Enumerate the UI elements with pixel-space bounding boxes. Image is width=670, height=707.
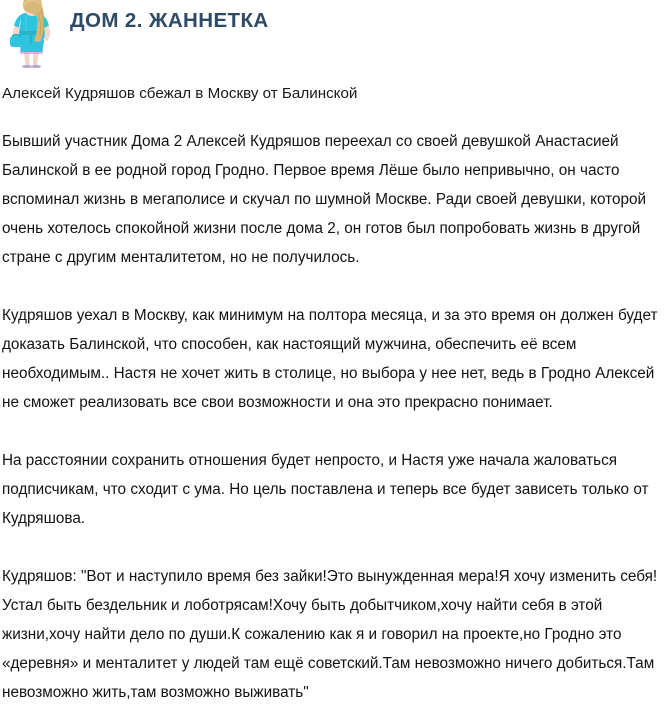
article-quote-paragraph: Кудряшов: "Вот и наступило время без зайки!Это вынужденная мера!Я хочу изменить себя!Устал быть бездельник и лоботрясам!Хочу быть добытчиком,хочу найти себя в этой жизни,хочу найти дело по души.К сожалению как я и говорил на проекте,но Гродно это «деревня» и менталитет у людей там ещё советский.Там невозможно ничего добиться.Там невозможно жить,там возможно выживать" [2,568,658,701]
site-header [0,0,670,70]
article-paragraph: Бывший участник Дома 2 Алексей Кудряшов переехал со своей девушкой Анастасией Балинской в ее родной город Гродно. Первое время Лёше было непривычно, он часто вспоминал жизнь в мегаполисе и скучал по шумной Москве. Ради своей девушки, которой очень хотелось спокойной жизни после дома 2, он готов был попробовать жизнь в другой стране с другим менталитетом, но не получилось. [2,133,647,266]
article-subtitle: Алексей Кудряшов сбежал в Москву от Балинской [2,85,358,102]
article-paragraph: Кудряшов уехал в Москву, как минимум на полтора месяца, и за это время он должен будет доказать Балинской, что способен, как настоящий мужчина, обеспечить её всем необходимым.. Настя не хочет жить в столице, но выбора у нее нет, ведь в Гродно Алексей не сможет реализовать все свои возможности и она это прекрасно понимает. [2,307,658,411]
site-title[interactable]: ДОМ 2. ЖАННЕТКА [70,9,269,32]
site-logo[interactable] [0,0,62,68]
article [0,84,670,707]
article-paragraph: На расстоянии сохранить отношения будет непросто, и Настя уже начала жаловаться подписчикам, что сходит с ума. Но цель поставлена и теперь все будет зависеть только от Кудряшова. [2,452,649,527]
woman-in-dress-icon [0,0,62,68]
article-body [2,127,668,707]
